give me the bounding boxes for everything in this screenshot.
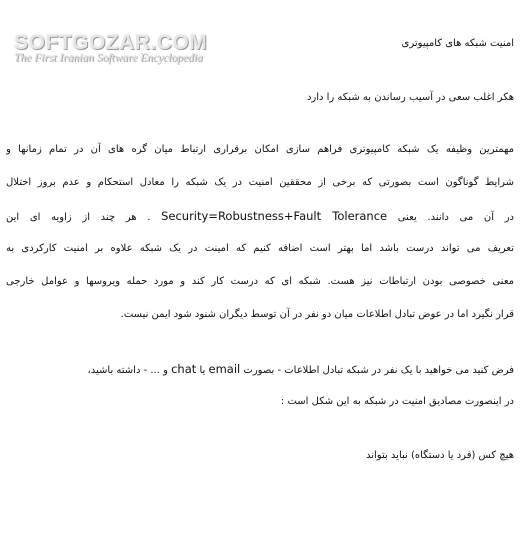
paragraph-2-line-2: در اینصورت مصادیق امنیت در شبکه به این شکل است : bbox=[280, 396, 514, 407]
paragraph-2 bbox=[6, 361, 514, 410]
paragraph-1-line-5: معنی خصوصی بودن ارتباطات نیز هست. شبکه ای که درست کار کند و مورد حمله ویروسها و عوامل خارجی bbox=[6, 276, 514, 287]
document-body bbox=[6, 36, 514, 464]
email-word: email bbox=[208, 362, 241, 376]
document-title: امنیت شبکه های کامپیوتری bbox=[401, 38, 514, 49]
paragraph-1-line-1: مهمترین وظیفه یک شبکه کامپیوتری فراهم سازی امکان برقراری ارتباط میان گره های آن در تمام زمانها و bbox=[6, 144, 514, 155]
paragraph-1-line-6: قرار نگیرد اما در عوض تبادل اطلاعات میان دو نفر در آن توسط دیگران شنود شود ایمن نیست. bbox=[120, 309, 514, 320]
p2-text-b: یا bbox=[199, 365, 206, 376]
paragraph-3-line-1: هیچ کس (فرد یا دستگاه) نباید بتواند bbox=[365, 450, 514, 461]
paragraph-2-line-1 bbox=[6, 361, 514, 377]
paragraph-1-line-4: تعریف می تواند درست باشد اما بهتر است اضافه کنیم که امینت در یک شبکه علاوه بر امنیت کارکردی به bbox=[6, 243, 514, 254]
watermark-subtitle: The First Iranian Software Encyclopedia bbox=[14, 52, 203, 64]
watermark-title: SOFTGOZAR.COM bbox=[14, 31, 208, 54]
p2-text-a: فرض کنید می خواهید با یک نفر در شبکه تبادل اطلاعات - بصورت bbox=[243, 365, 514, 376]
chat-word: chat bbox=[171, 362, 197, 376]
line-3-text-a: در آن می دانند. یعنی bbox=[397, 212, 514, 223]
intro-line: هکر اغلب سعی در آسیب رساندن به شبکه را دارد bbox=[306, 92, 514, 103]
paragraph-1-line-2: شرایط گوناگون است بصورتی که برخی از محققین امنیت در یک شبکه را معادل استحکام و عدم بروز اختلال bbox=[6, 177, 514, 188]
p2-text-c: و ... - داشته باشید، bbox=[87, 365, 168, 376]
security-formula: Security=Robustness+Fault Tolerance bbox=[161, 209, 388, 223]
paragraph-1-line-3 bbox=[6, 208, 514, 224]
paragraph-1 bbox=[6, 142, 514, 323]
line-3-text-b: . هر چند از زاویه ای این bbox=[6, 212, 151, 223]
